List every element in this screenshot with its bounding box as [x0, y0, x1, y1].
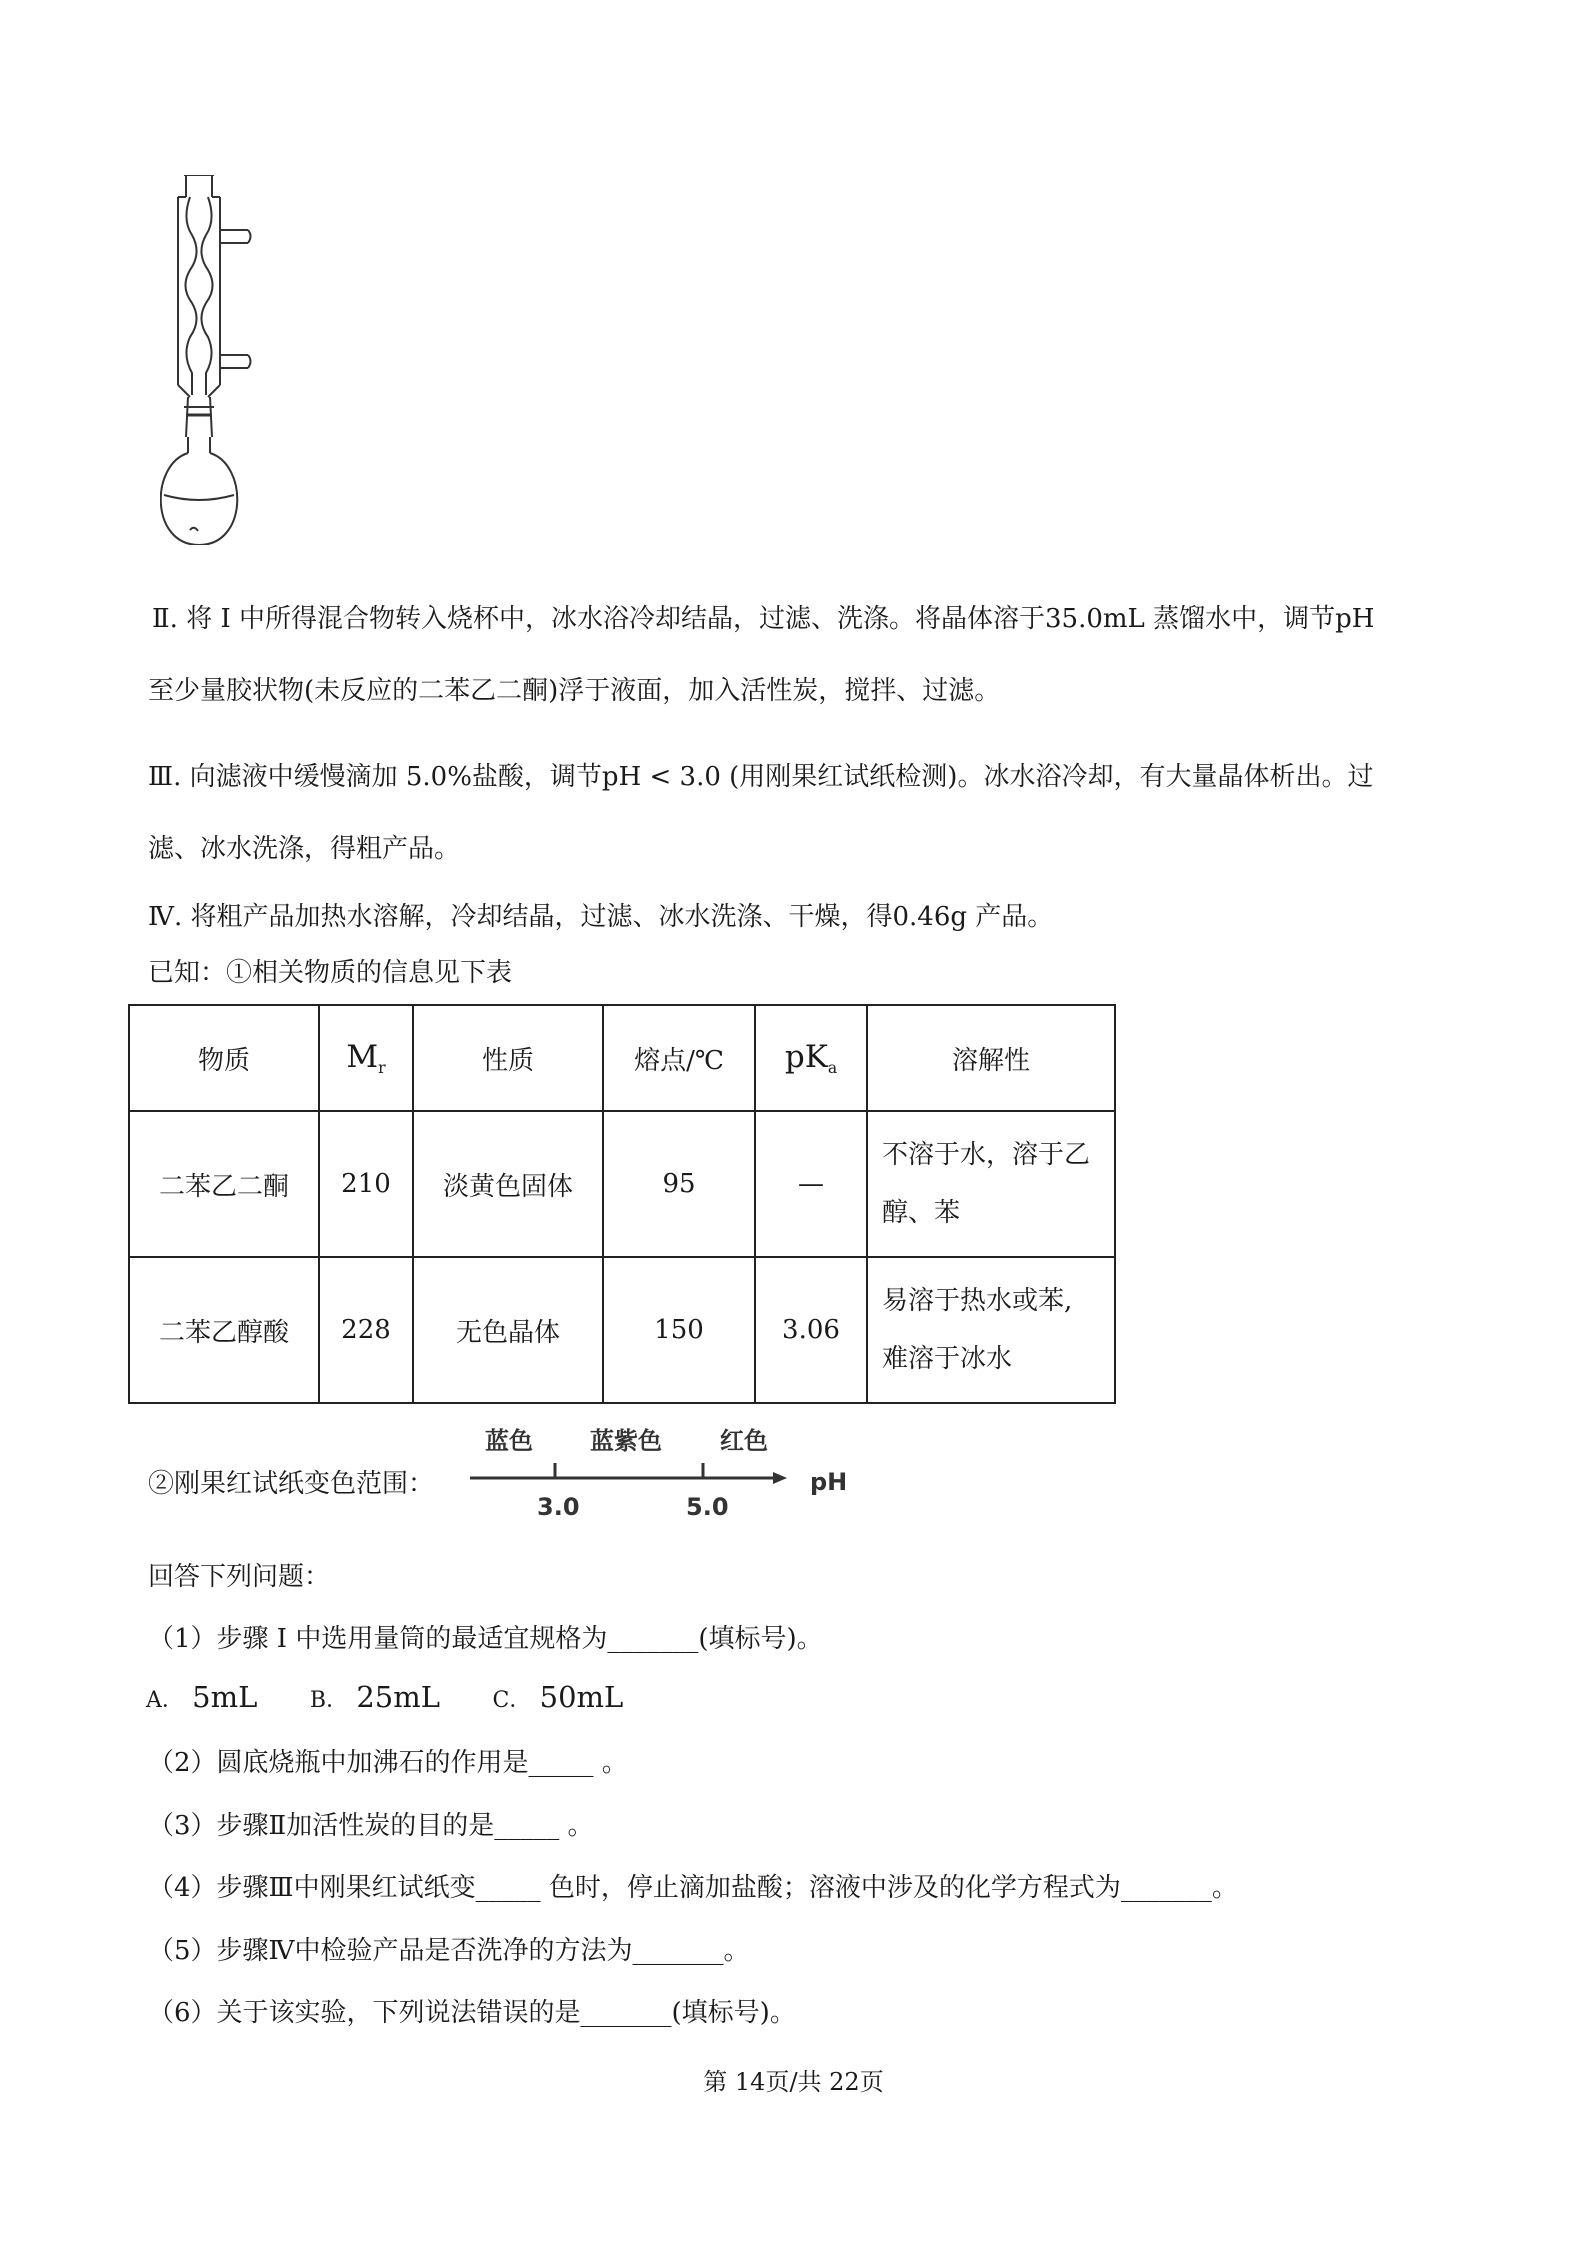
cell-pka: —	[755, 1111, 867, 1257]
header-solubility: 溶解性	[867, 1005, 1115, 1111]
header-mr: $M_r$	[319, 1005, 413, 1111]
substance-properties-table	[128, 1004, 1116, 1404]
page-footer: 第 14页/共 22页	[703, 2068, 884, 2096]
cell-substance: 二苯乙醇酸	[129, 1257, 319, 1403]
option-c-value: 50mL	[539, 1680, 624, 1714]
question-4: （4）步骤Ⅲ中刚果红试纸变_____ 色时，停止滴加盐酸；溶液中涉及的化学方程式为_______。	[148, 1873, 1238, 1903]
indicator-label: ②刚果红试纸变色范围：	[148, 1469, 435, 1499]
tick-label-5: 5.0	[686, 1493, 729, 1521]
table-header-row	[129, 1005, 1115, 1111]
question-1: （1）步骤 Ⅰ 中选用量筒的最适宜规格为_______(填标号)。	[148, 1624, 823, 1654]
reflux-apparatus-illustration	[160, 175, 290, 545]
cell-property: 淡黄色固体	[413, 1111, 603, 1257]
color-blue-label: 蓝色	[485, 1427, 533, 1455]
question-2: （2）圆底烧瓶中加沸石的作用是_____ 。	[148, 1748, 628, 1778]
question-3: （3）步骤Ⅱ加活性炭的目的是_____ 。	[148, 1811, 594, 1841]
option-a-value: 5mL	[192, 1680, 258, 1714]
tick-label-3: 3.0	[537, 1493, 580, 1521]
cell-substance: 二苯乙二酮	[129, 1111, 319, 1257]
option-b-value: 25mL	[356, 1680, 441, 1714]
cell-pka: 3.06	[755, 1257, 867, 1403]
step-3-line-2: 滤、冰水洗涤，得粗产品。	[148, 834, 461, 864]
table-row	[129, 1111, 1115, 1257]
table-row	[129, 1257, 1115, 1403]
ph-axis-label: pH	[810, 1468, 848, 1496]
header-property: 性质	[413, 1005, 603, 1111]
cell-solubility: 易溶于热水或苯, 难溶于冰水	[867, 1257, 1115, 1403]
color-blue-violet-label: 蓝紫色	[590, 1427, 662, 1455]
known-intro: 已知：①相关物质的信息见下表	[148, 958, 513, 988]
option-b-letter: B．	[309, 1688, 349, 1713]
cell-mr: 228	[319, 1257, 413, 1403]
option-c-letter: C．	[492, 1688, 532, 1713]
step-4-line: Ⅳ. 将粗产品加热水溶解，冷却结晶，过滤、冰水洗涤、干燥，得0.46g 产品。	[148, 902, 1054, 932]
header-melting-point: 熔点/℃	[603, 1005, 755, 1111]
header-pka: $pK_a$	[755, 1005, 867, 1111]
answer-intro: 回答下列问题：	[148, 1562, 331, 1592]
ph-axis-arrow	[773, 1472, 787, 1484]
congo-red-ph-scale	[465, 1415, 865, 1525]
option-a-letter: A．	[146, 1688, 184, 1713]
step-2-line-1: Ⅱ. 将 Ⅰ 中所得混合物转入烧杯中，冰水浴冷却结晶，过滤、洗涤。将晶体溶于35.0mL 蒸馏水中，调节pH	[152, 604, 1375, 634]
header-substance: 物质	[129, 1005, 319, 1111]
cell-melting-point: 95	[603, 1111, 755, 1257]
step-3-line-1: Ⅲ. 向滤液中缓慢滴加 5.0%盐酸，调节pH < 3.0 (用刚果红试纸检测)。冰水浴冷却，有大量晶体析出。过	[148, 762, 1374, 792]
cell-solubility: 不溶于水，溶于乙 醇、苯	[867, 1111, 1115, 1257]
cell-mr: 210	[319, 1111, 413, 1257]
step-2-line-2: 至少量胶状物(未反应的二苯乙二酮)浮于液面，加入活性炭，搅拌、过滤。	[148, 676, 1001, 706]
question-1-options	[146, 1680, 623, 1714]
question-5: （5）步骤Ⅳ中检验产品是否洗净的方法为_______。	[148, 1936, 750, 1966]
cell-property: 无色晶体	[413, 1257, 603, 1403]
question-6: （6）关于该实验，下列说法错误的是_______(填标号)。	[148, 1998, 796, 2028]
color-red-label: 红色	[720, 1427, 768, 1455]
cell-melting-point: 150	[603, 1257, 755, 1403]
